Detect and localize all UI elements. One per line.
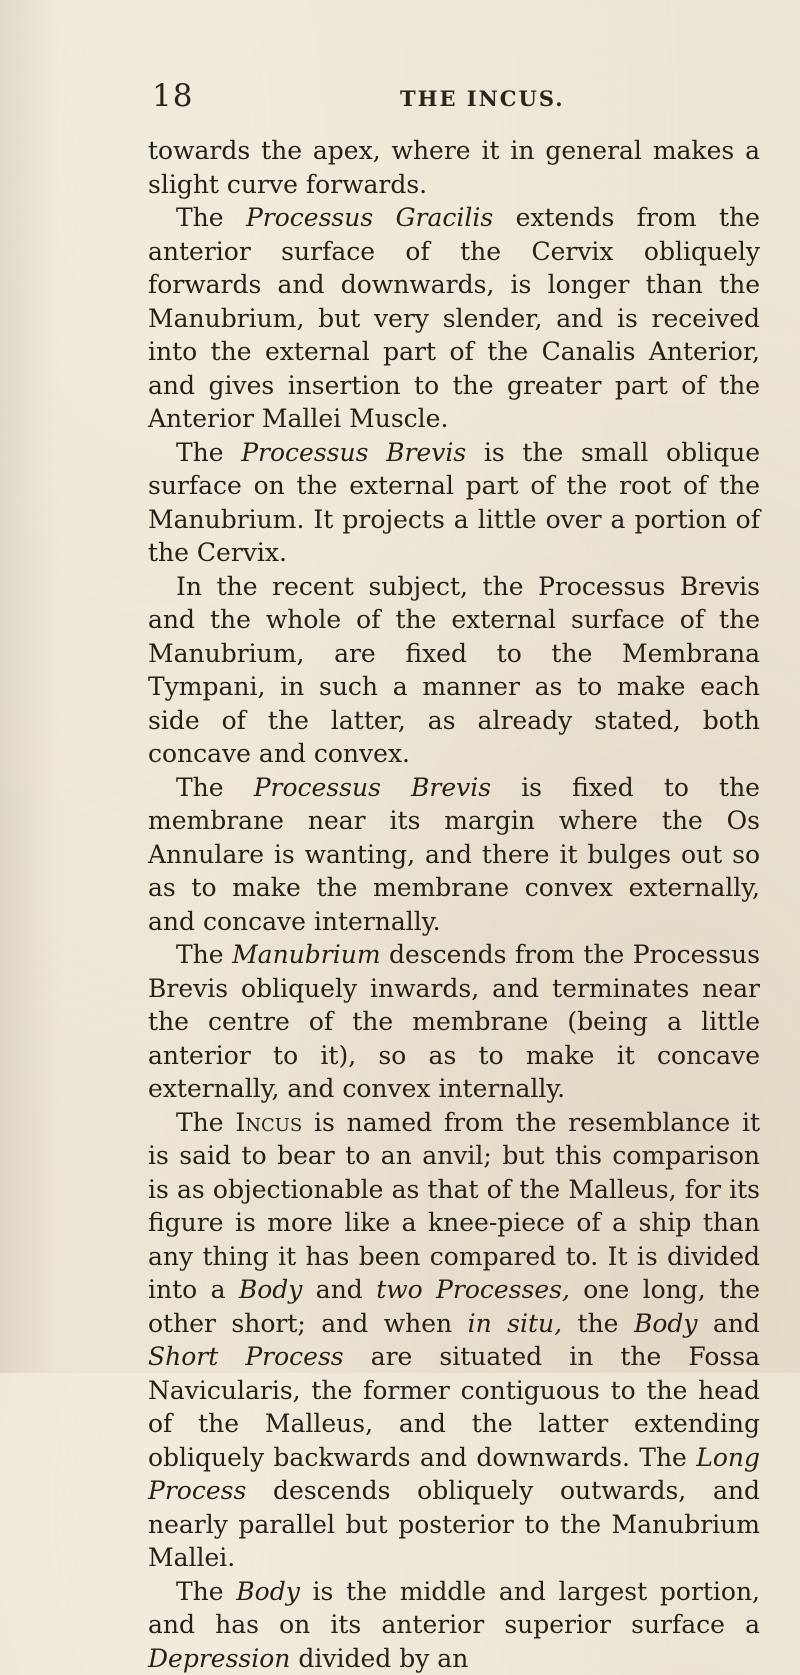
text-run: The xyxy=(176,203,246,232)
text-run: is the middle and largest portion, and has on its anterior superior surface a xyxy=(148,1577,760,1640)
text-run: In the recent subject, the Processus Brevis and the whole of the external surface of the Manubrium, are fixed to the Membrana Tympani, in such a manner as to make each side of the latter, as already stated, both concave and convex. xyxy=(148,572,760,769)
paragraph xyxy=(148,938,760,1106)
italic-term: Processus Brevis xyxy=(254,773,491,802)
text-run: and xyxy=(698,1309,760,1338)
paragraph xyxy=(148,134,760,201)
page-number: 18 xyxy=(152,78,193,114)
paragraph xyxy=(148,1575,760,1675)
text-run: is fixed to the membrane near its margin where the Os Annulare is wanting, and there it bulges out so as to make the membrane convex externally, and concave internally. xyxy=(148,773,760,936)
small-caps-term: Incus xyxy=(235,1108,302,1137)
text-run: The xyxy=(176,438,241,467)
italic-term: Body xyxy=(236,1577,300,1606)
spine-shadow xyxy=(0,0,60,1373)
italic-term: two Processes, xyxy=(376,1275,570,1304)
italic-term: in situ, xyxy=(468,1309,562,1338)
body-text xyxy=(148,134,760,1675)
text-run: descends obliquely outwards, and nearly parallel but posterior to the Manubrium Mallei. xyxy=(148,1476,760,1572)
text-run: The xyxy=(176,1108,235,1137)
paragraph xyxy=(148,771,760,939)
text-run: divided by an xyxy=(290,1644,468,1673)
italic-term: Depression xyxy=(148,1644,290,1673)
italic-term: Long Process xyxy=(148,1443,760,1506)
text-run: extends from the anterior surface of the Cervix obliquely forwards and downwards, is longer than the Manubrium, but very slender, and is received into the external part of the Canalis Anterior, and gives insertion to the greater part of the Anterior Mallei Muscle. xyxy=(148,203,760,433)
italic-term: Processus Gracilis xyxy=(246,203,493,232)
italic-term: Manubrium xyxy=(232,940,380,969)
paragraph xyxy=(148,570,760,771)
text-run: The xyxy=(176,940,232,969)
running-title: THE INCUS. xyxy=(400,86,565,111)
text-run: The xyxy=(176,1577,236,1606)
italic-term: Body xyxy=(634,1309,698,1338)
text-run: is the small oblique surface on the external part of the root of the Manubrium. It projects a little over a portion of the Cervix. xyxy=(148,438,760,568)
text-run: are situated in the Fossa Navicularis, the former contiguous to the head of the Malleus, and the latter extending obliquely backwards and downwards. The xyxy=(148,1342,760,1472)
text-run: descends from the Processus Brevis obliquely inwards, and terminates near the centre of the membrane (being a little anterior to it), so as to make it concave externally, and convex internally. xyxy=(148,940,760,1103)
page-header xyxy=(0,78,800,118)
italic-term: Short Process xyxy=(148,1342,344,1371)
italic-term: Processus Brevis xyxy=(241,438,466,467)
text-run: the xyxy=(562,1309,634,1338)
italic-term: Body xyxy=(239,1275,303,1304)
paragraph xyxy=(148,201,760,436)
paragraph xyxy=(148,436,760,570)
text-run: is named from the resemblance it is said to bear to an anvil; but this comparison is as objectionable as that of the Malleus, for its figure is more like a knee-piece of a ship than any thing it has been compared to. It is divided into a xyxy=(148,1108,760,1305)
text-run: and xyxy=(302,1275,376,1304)
text-run: The xyxy=(176,773,254,802)
paragraph xyxy=(148,1106,760,1575)
text-run: towards the apex, where it in general makes a slight curve forwards. xyxy=(148,136,760,199)
text-run: one long, the other short; and when xyxy=(148,1275,760,1338)
